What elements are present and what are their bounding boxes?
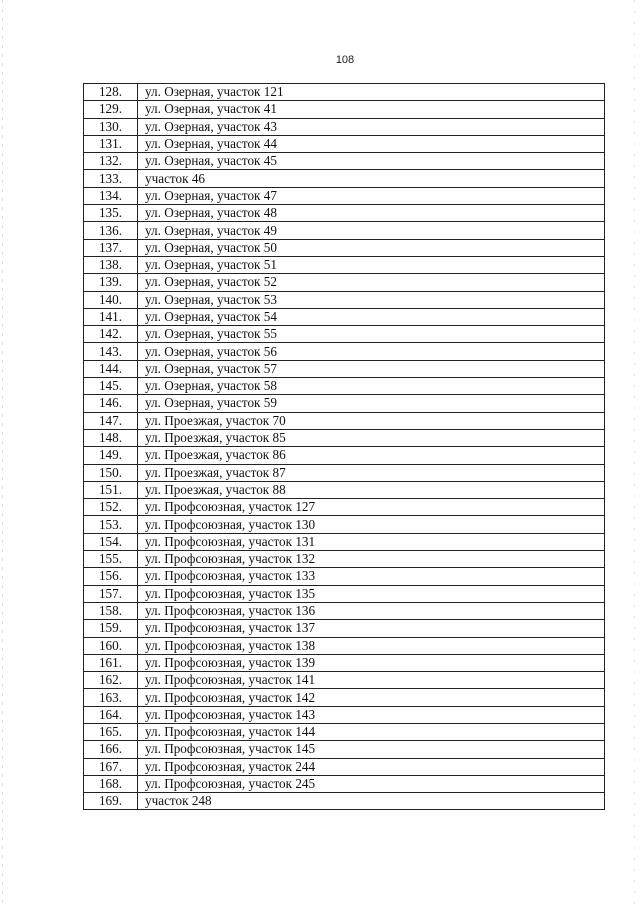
table-row <box>84 222 605 239</box>
row-address: ул. Профсоюзная, участок 145 <box>138 741 605 758</box>
row-number: 155. <box>84 551 138 568</box>
row-number: 141. <box>84 308 138 325</box>
row-number: 145. <box>84 378 138 395</box>
table-row <box>84 481 605 498</box>
row-number: 157. <box>84 585 138 602</box>
row-number: 164. <box>84 706 138 723</box>
row-number: 160. <box>84 637 138 654</box>
table-row <box>84 464 605 481</box>
row-address: ул. Озерная, участок 56 <box>138 343 605 360</box>
table-row <box>84 672 605 689</box>
row-address: ул. Озерная, участок 41 <box>138 101 605 118</box>
row-address: участок 46 <box>138 170 605 187</box>
row-address: ул. Проезжая, участок 87 <box>138 464 605 481</box>
row-address: ул. Профсоюзная, участок 139 <box>138 654 605 671</box>
row-address: ул. Озерная, участок 53 <box>138 291 605 308</box>
row-number: 165. <box>84 723 138 740</box>
table-row <box>84 758 605 775</box>
row-number: 148. <box>84 429 138 446</box>
table-row <box>84 620 605 637</box>
table-row <box>84 360 605 377</box>
row-address: ул. Озерная, участок 43 <box>138 118 605 135</box>
row-number: 167. <box>84 758 138 775</box>
table-row <box>84 205 605 222</box>
row-address: ул. Озерная, участок 47 <box>138 187 605 204</box>
row-number: 134. <box>84 187 138 204</box>
row-number: 143. <box>84 343 138 360</box>
row-number: 158. <box>84 602 138 619</box>
row-number: 142. <box>84 326 138 343</box>
row-number: 168. <box>84 775 138 792</box>
row-address: ул. Профсоюзная, участок 133 <box>138 568 605 585</box>
table-row <box>84 568 605 585</box>
row-number: 137. <box>84 239 138 256</box>
row-address: ул. Озерная, участок 49 <box>138 222 605 239</box>
table-row <box>84 170 605 187</box>
row-address: ул. Профсоюзная, участок 136 <box>138 602 605 619</box>
row-number: 139. <box>84 274 138 291</box>
table-row <box>84 412 605 429</box>
row-address: ул. Профсоюзная, участок 135 <box>138 585 605 602</box>
table-row <box>84 291 605 308</box>
table-row <box>84 256 605 273</box>
row-number: 163. <box>84 689 138 706</box>
row-address: ул. Озерная, участок 51 <box>138 256 605 273</box>
row-number: 152. <box>84 499 138 516</box>
row-address: ул. Профсоюзная, участок 143 <box>138 706 605 723</box>
row-number: 132. <box>84 153 138 170</box>
row-number: 135. <box>84 205 138 222</box>
row-address: ул. Профсоюзная, участок 137 <box>138 620 605 637</box>
table-row <box>84 793 605 810</box>
table-row <box>84 689 605 706</box>
page-number: 108 <box>335 54 355 66</box>
table-row <box>84 637 605 654</box>
table-row <box>84 239 605 256</box>
row-number: 166. <box>84 741 138 758</box>
table-row <box>84 551 605 568</box>
table-row <box>84 706 605 723</box>
row-address: ул. Озерная, участок 59 <box>138 395 605 412</box>
row-address: ул. Озерная, участок 57 <box>138 360 605 377</box>
row-number: 146. <box>84 395 138 412</box>
scan-edge-left <box>2 0 3 905</box>
table-row <box>84 153 605 170</box>
row-address: ул. Озерная, участок 54 <box>138 308 605 325</box>
table-row <box>84 343 605 360</box>
row-number: 154. <box>84 533 138 550</box>
row-address: ул. Проезжая, участок 85 <box>138 429 605 446</box>
row-number: 169. <box>84 793 138 810</box>
row-number: 130. <box>84 118 138 135</box>
address-table <box>83 83 605 810</box>
row-number: 156. <box>84 568 138 585</box>
row-address: ул. Профсоюзная, участок 245 <box>138 775 605 792</box>
table-row <box>84 516 605 533</box>
row-number: 140. <box>84 291 138 308</box>
row-number: 138. <box>84 256 138 273</box>
table-row <box>84 533 605 550</box>
table-row <box>84 135 605 152</box>
table-row <box>84 395 605 412</box>
scan-edge-right <box>634 0 635 905</box>
row-address: ул. Профсоюзная, участок 138 <box>138 637 605 654</box>
row-address: ул. Профсоюзная, участок 131 <box>138 533 605 550</box>
table-row <box>84 84 605 101</box>
row-number: 150. <box>84 464 138 481</box>
table-row <box>84 274 605 291</box>
table-row <box>84 585 605 602</box>
row-number: 162. <box>84 672 138 689</box>
table-row <box>84 118 605 135</box>
row-address: ул. Профсоюзная, участок 132 <box>138 551 605 568</box>
table-row <box>84 308 605 325</box>
row-address: ул. Профсоюзная, участок 141 <box>138 672 605 689</box>
row-address: ул. Озерная, участок 55 <box>138 326 605 343</box>
table-row <box>84 741 605 758</box>
row-number: 153. <box>84 516 138 533</box>
row-number: 161. <box>84 654 138 671</box>
row-address: ул. Озерная, участок 52 <box>138 274 605 291</box>
address-table-body <box>84 84 605 810</box>
row-address: ул. Профсоюзная, участок 130 <box>138 516 605 533</box>
table-row <box>84 187 605 204</box>
table-row <box>84 326 605 343</box>
row-number: 133. <box>84 170 138 187</box>
row-address: ул. Озерная, участок 48 <box>138 205 605 222</box>
row-address: ул. Профсоюзная, участок 144 <box>138 723 605 740</box>
table-row <box>84 378 605 395</box>
row-address: ул. Профсоюзная, участок 244 <box>138 758 605 775</box>
row-address: ул. Озерная, участок 44 <box>138 135 605 152</box>
row-number: 129. <box>84 101 138 118</box>
row-number: 151. <box>84 481 138 498</box>
row-address: ул. Профсоюзная, участок 127 <box>138 499 605 516</box>
table-row <box>84 602 605 619</box>
row-address: ул. Проезжая, участок 70 <box>138 412 605 429</box>
table-row <box>84 101 605 118</box>
row-number: 149. <box>84 447 138 464</box>
table-row <box>84 654 605 671</box>
row-number: 136. <box>84 222 138 239</box>
row-address: ул. Проезжая, участок 86 <box>138 447 605 464</box>
table-row <box>84 723 605 740</box>
table-row <box>84 429 605 446</box>
row-number: 147. <box>84 412 138 429</box>
row-address: ул. Профсоюзная, участок 142 <box>138 689 605 706</box>
row-number: 159. <box>84 620 138 637</box>
row-address: участок 248 <box>138 793 605 810</box>
row-address: ул. Озерная, участок 58 <box>138 378 605 395</box>
row-address: ул. Озерная, участок 45 <box>138 153 605 170</box>
row-address: ул. Озерная, участок 50 <box>138 239 605 256</box>
row-number: 144. <box>84 360 138 377</box>
row-address: ул. Проезжая, участок 88 <box>138 481 605 498</box>
table-row <box>84 447 605 464</box>
row-number: 131. <box>84 135 138 152</box>
table-row <box>84 775 605 792</box>
row-address: ул. Озерная, участок 121 <box>138 84 605 101</box>
table-row <box>84 499 605 516</box>
row-number: 128. <box>84 84 138 101</box>
